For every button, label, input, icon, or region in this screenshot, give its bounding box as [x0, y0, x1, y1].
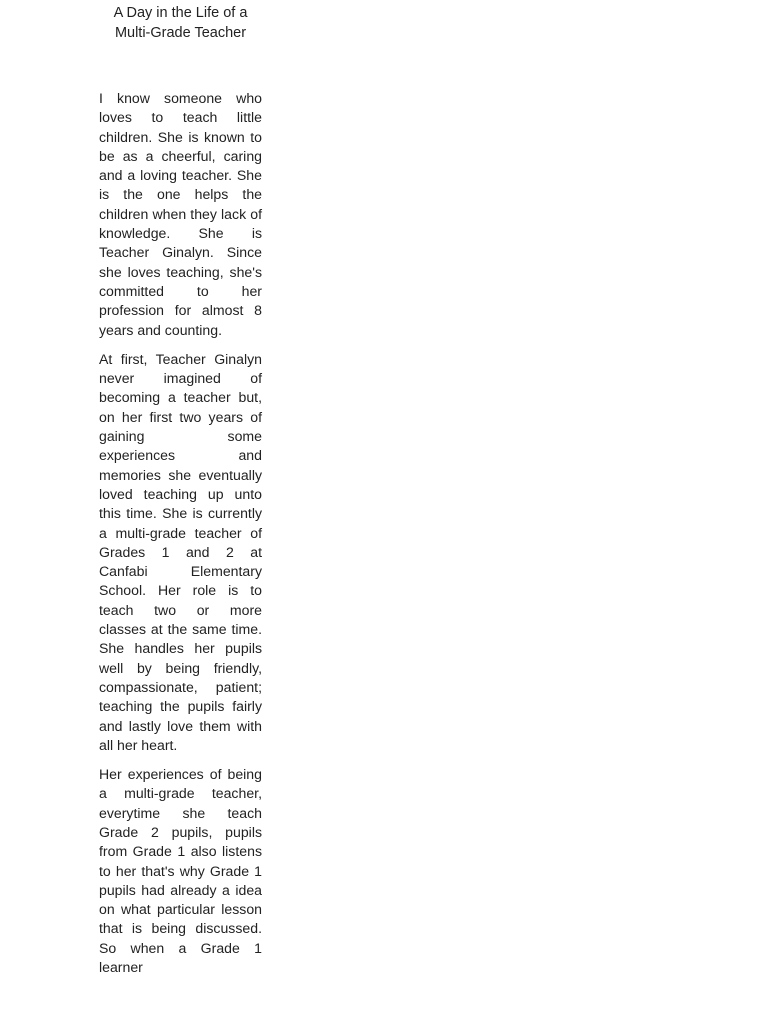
article-paragraph-3: Her experiences of being a multi-grade teacher, everytime she teach Grade 2 pupils, pupils from Grade 1 also listens to her that's why Grade 1 pupils had already a idea on what particular lesson that is being discussed. So when a Grade 1 learner — [99, 766, 262, 976]
article-title: A Day in the Life of a Multi-Grade Teacher — [113, 5, 248, 41]
article-paragraph-1: I know someone who loves to teach little children. She is known to be as a cheerful, caring and a loving teacher. She is the one helps the children when they lack of knowledge. She is Teacher Ginalyn. Since she loves teaching, she's committed to her profession for almost 8 years and counting. — [99, 90, 262, 338]
article-paragraph-2: At first, Teacher Ginalyn never imagined of becoming a teacher but, on her first two years of gaining some experiences and memories she eventually loved teaching up unto this time. She is currently a multi-grade teacher of Grades 1 and 2 at Canfabi Elementary School. Her role is to teach two or more classes at the same time. She handles her pupils well by being friendly, compassionate, patient; teaching the pupils fairly and lastly love them with all her heart. — [99, 350, 262, 753]
article — [99, 4, 262, 987]
